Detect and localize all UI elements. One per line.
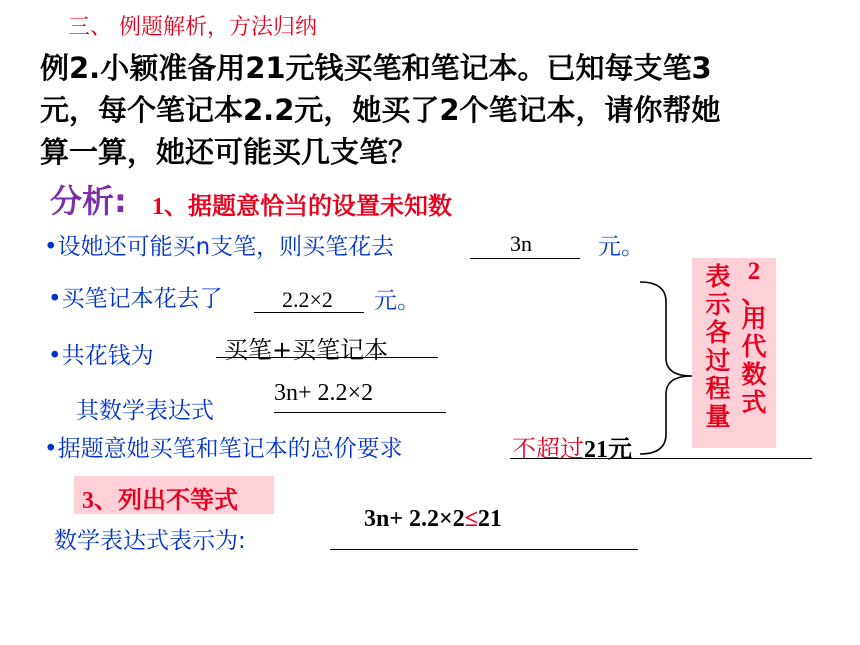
total-blank [216,357,438,358]
inequality-symbol: ≤ [464,506,478,532]
side-note-char: 程 [705,376,731,403]
pen-cost-blank [470,258,580,259]
side-note-char: 用 [741,306,767,333]
total-text: •共花钱为 [48,343,154,369]
analysis-step-1: 1、据题意恰当的设置未知数 [152,194,452,220]
inequality-left: 3n+ 2.2×2 [364,506,465,532]
step-3-text: 数学表达式表示为: [54,528,246,554]
requirement-text: •据题意她买笔和笔记本的总价要求 [44,436,403,462]
side-note-char: 、 [741,282,767,309]
math-expr-answer: 3n+ 2.2×2 [274,380,374,406]
side-note-char: 量 [705,404,731,431]
side-note-col-left [704,264,732,432]
side-note-char: 2 [747,258,761,285]
requirement-answer-red: 不超过 [512,435,584,463]
problem-line-1: 例2.小颖准备用21元钱买笔和笔记本。已知每支笔3 [40,51,712,85]
analysis-label: 分析: [50,182,127,220]
notebook-cost-text: •买笔记本花去了 [48,286,223,312]
side-note-char: 数 [741,362,767,389]
requirement-answer-black: 21元 [584,437,632,463]
math-expr-text: 其数学表达式 [76,398,214,424]
side-note-char: 代 [741,334,767,361]
side-note-char: 各 [705,320,731,347]
inequality-right: 21 [477,506,502,532]
side-note-char: 式 [741,390,767,417]
notebook-cost-answer: 2.2×2 [282,287,333,312]
inequality-blank [330,549,638,550]
notebook-cost-blank [254,312,364,313]
pen-cost-text: •设她还可能买n支笔，则买笔花去 [44,234,395,260]
section-heading: 三、 例题解析，方法归纳 [68,15,317,40]
total-answer: 买笔+买笔记本 [224,336,389,364]
problem-line-2: 元，每个笔记本2.2元，她买了2个笔记本，请你帮她 [40,93,721,127]
math-expr-blank [274,412,446,413]
pen-cost-answer: 3n [510,231,532,256]
side-note-char: 示 [705,292,731,319]
problem-line-3: 算一算，她还可能买几支笔？ [40,135,418,169]
side-note-col-right [740,258,768,418]
notebook-cost-unit: 元。 [374,288,420,314]
step-3-label: 3、列出不等式 [82,488,238,514]
pen-cost-unit: 元。 [598,234,644,260]
side-note-char: 表 [705,264,731,291]
inequality-answer [364,506,502,533]
side-note-char: 过 [705,348,731,375]
requirement-blank [510,458,812,459]
